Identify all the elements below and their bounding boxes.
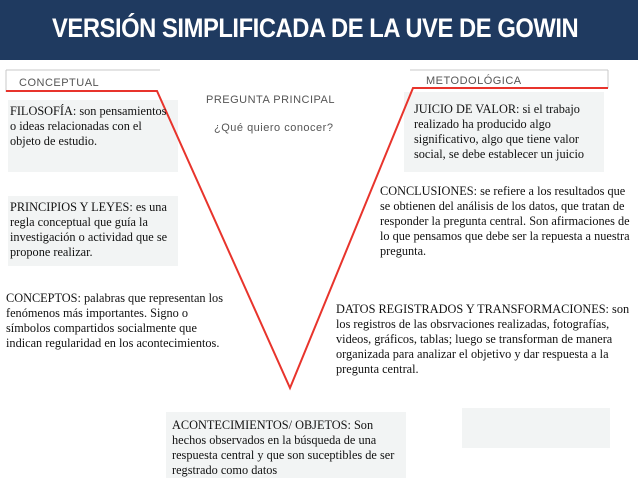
filosofia-text: FILOSOFÍA: son pensamientos o ideas relacionadas con el objeto de estudio.	[10, 104, 167, 148]
slide-title: VERSIÓN SIMPLIFICADA DE LA UVE DE GOWIN	[52, 13, 579, 43]
juicio-text: JUICIO DE VALOR: si el trabajo realizado ha producido algo significativo, algo que tiene valor social, se debe establecer un juicio	[414, 102, 585, 161]
metodologica-label: METODOLÓGICA	[426, 75, 522, 87]
conceptual-label: CONCEPTUAL	[19, 77, 100, 89]
conclusiones-text: CONCLUSIONES: se refiere a los resultados que se obtienen del análisis de los datos, que tratan de responder la pregunta central. Son afirmaciones de lo que pensamos que debe ser la repuesta a nuestra pregunta.	[380, 184, 630, 258]
conceptos-text: CONCEPTOS: palabras que representan los fenómenos más importantes. Signo o símbolos compartidos socialmente que indican regularidad en los acontecimientos.	[6, 291, 223, 350]
pregunta-text: ¿Qué quiero conocer?	[214, 122, 334, 134]
principios-text: PRINCIPIOS Y LEYES: es una regla conceptual que guía la investigación o actividad que se propone realizar.	[10, 200, 168, 259]
datos-text: DATOS REGISTRADOS Y TRANSFORMACIONES: son los registros de las obsrvaciones realizadas, fotografías, videos, gráficos, tablas; luego se transforman de manera organizada para analizar el objetivo y dar respuesta a la pregunta central.	[336, 302, 630, 376]
acontecimientos-text: ACONTECIMIENTOS/ OBJETOS: Son hechos observados en la búsqueda de una respuesta central y que son suceptibles de ser regstrado como datos	[172, 418, 395, 477]
pregunta-principal-label: PREGUNTA PRINCIPAL	[206, 94, 336, 106]
